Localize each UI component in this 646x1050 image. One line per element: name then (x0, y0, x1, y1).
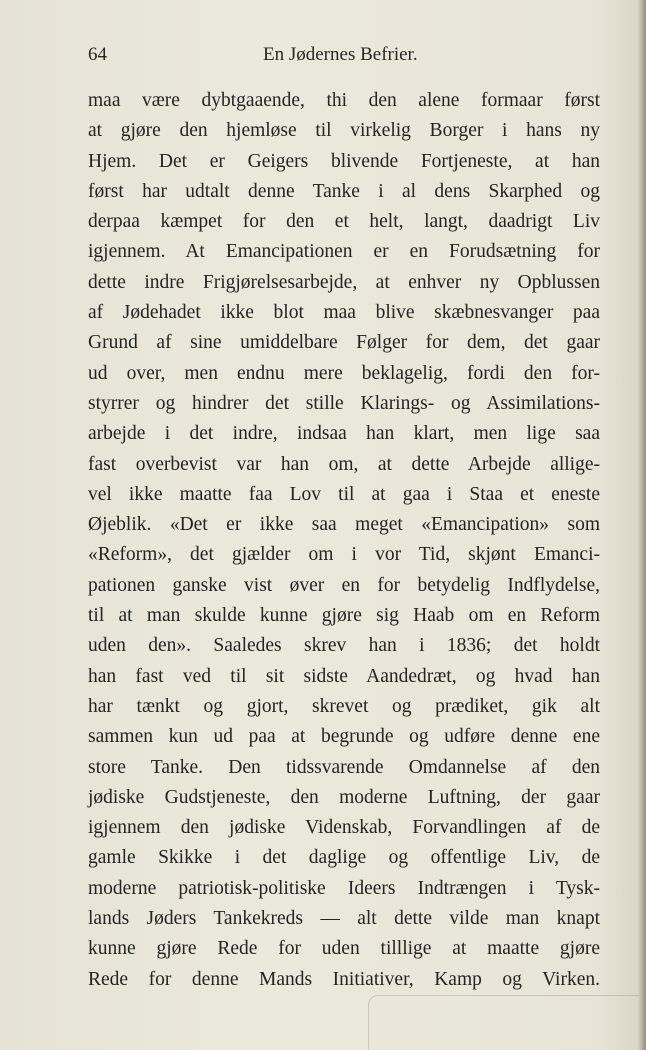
text-line: vel ikke maatte faa Lov til at gaa i Staa et eneste (88, 483, 600, 505)
text-line: «Reform», det gjælder om i vor Tid, skjønt Emanci- (88, 544, 600, 566)
text-line: Rede for denne Mands Initiativer, Kamp og Virken. (88, 968, 600, 990)
text-line: har tænkt og gjort, skrevet og prædiket, gik alt (88, 695, 600, 717)
page-number: 64 (88, 44, 107, 65)
text-line: igjennem. At Emancipationen er en Forudsætning for (88, 241, 600, 263)
text-line: ud over, men endnu mere beklagelig, fordi den for- (88, 362, 600, 384)
text-line: store Tanke. Den tidssvarende Omdannelse af den (88, 756, 600, 778)
text-line: kunne gjøre Rede for uden tilllige at maatte gjøre (88, 938, 600, 960)
text-line: moderne patriotisk-politiske Ideers Indtrængen i Tysk- (88, 877, 600, 899)
text-line: Øjeblik. «Det er ikke saa meget «Emancipation» som (88, 514, 600, 536)
page-header (88, 44, 600, 70)
text-line: derpaa kæmpet for den et helt, langt, daadrigt Liv (88, 211, 600, 233)
body-text (88, 86, 600, 995)
text-line: sammen kun ud paa at begrunde og udføre denne ene (88, 726, 600, 748)
text-line: gamle Skikke i det daglige og offentlige Liv, de (88, 847, 600, 869)
text-line: af Jødehadet ikke blot maa blive skæbnesvanger paa (88, 302, 600, 324)
text-line: styrrer og hindrer det stille Klarings- og Assimilations- (88, 392, 600, 414)
text-line: jødiske Gudstjeneste, den moderne Luftning, der gaar (88, 786, 600, 808)
text-line: uden den». Saaledes skrev han i 1836; det holdt (88, 635, 600, 657)
text-line: igjennem den jødiske Videnskab, Forvandlingen af de (88, 817, 600, 839)
page-edge-shadow (638, 0, 646, 1050)
text-line: til at man skulde kunne gjøre sig Haab om en Reform (88, 605, 600, 627)
text-line: pationen ganske vist øver en for betydelig Indflydelse, (88, 574, 600, 596)
text-line: lands Jøders Tankekreds — alt dette vilde man knapt (88, 908, 600, 930)
text-line: dette indre Frigjørelsesarbejde, at enhver ny Opblussen (88, 271, 600, 293)
text-line: maa være dybtgaaende, thi den alene formaar først (88, 90, 600, 111)
page-corner-mark (368, 995, 639, 1050)
text-line: Grund af sine umiddelbare Følger for dem, det gaar (88, 332, 600, 354)
text-line: fast overbevist var han om, at dette Arbejde allige- (88, 453, 600, 475)
text-line: arbejde i det indre, indsaa han klart, men lige saa (88, 423, 600, 445)
running-title: En Jødernes Befrier. (263, 44, 418, 65)
text-line: at gjøre den hjemløse til virkelig Borger i hans ny (88, 120, 600, 142)
text-line: først har udtalt denne Tanke i al dens Skarphed og (88, 180, 600, 202)
text-line: han fast ved til sit sidste Aandedræt, og hvad han (88, 665, 600, 687)
text-line: Hjem. Det er Geigers blivende Fortjeneste, at han (88, 150, 600, 172)
